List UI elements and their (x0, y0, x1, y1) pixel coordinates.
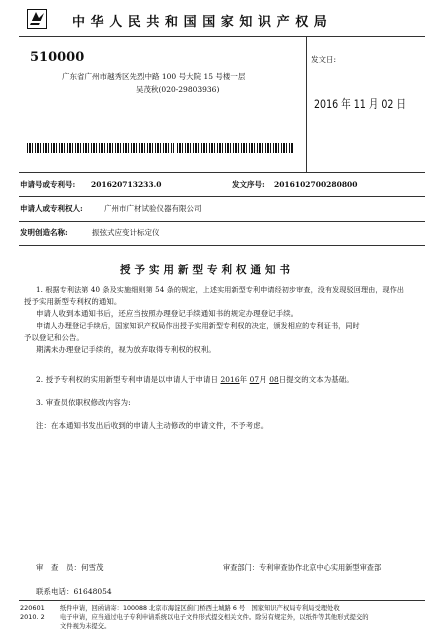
footer-rule (19, 600, 425, 601)
footer-note-line1: 纸件申请，回函请寄：100088 北京市海淀区蓟门桥西土城路 6 号 国家知识产权局专利局受理处收 (60, 605, 340, 612)
notice-title: 授予实用新型专利权通知书 (120, 264, 294, 276)
applicant-name: 广州市广材试验仪器有限公司 (104, 204, 202, 213)
document-barcode (177, 143, 294, 153)
notice-body (24, 284, 424, 356)
notice-p1-line2: 授予实用新型专利权的通知。 (24, 297, 122, 306)
notice-p1-line4: 申请人办理登记手续后，国家知识产权局作出授予实用新型专利权的决定，颁发相应的专利证书，同时 (36, 321, 360, 330)
form-code-1: 220601 (20, 604, 45, 612)
issue-date: 2016 年 11 月 02 日 (314, 97, 406, 112)
notice-p2-prefix: 2. 授予专利权的实用新型专利申请是以申请人于申请日 (36, 375, 218, 384)
examining-department: 审查部门：专利审查协作北京中心实用新型审查部 (223, 563, 382, 572)
year-unit: 年 (239, 375, 248, 384)
invention-title: 振弦式应变计标定仪 (92, 228, 160, 237)
box-rule-3 (19, 221, 425, 222)
box-rule-4 (19, 245, 425, 246)
box-rule-1 (19, 172, 425, 173)
contact-phone: 联系电话：61648054 (36, 587, 112, 596)
invention-label: 发明创造名称: (20, 228, 68, 237)
application-number: 201620713233.0 (91, 180, 162, 189)
postcode: 510000 (30, 50, 85, 65)
notice-p3: 3. 审查员依职权修改内容为: (36, 398, 131, 407)
sipo-logo-icon (27, 9, 47, 29)
notice-note: 注：在本通知书发出后收到的申请人主动修改的申请文件，不予考虑。 (36, 421, 269, 430)
notice-p1-line3: 申请人收到本通知书后，还应当按照办理登记手续通知书的规定办理登记手续。 (36, 309, 299, 318)
notice-p2 (36, 374, 354, 386)
box-rule-2 (19, 196, 425, 197)
application-number-label: 申请号或专利号: (20, 180, 76, 189)
footer-note-line3: 文件视为未提交。 (60, 623, 111, 630)
filing-year: 2016 (220, 375, 240, 384)
footer-note-line2: 电子申请，应当通过电子专利申请系统以电子文件形式提交相关文件。除另有规定外，以纸件等其他形式提交的 (60, 614, 369, 621)
notice-p1-line1: 1. 根据专利法第 40 条及实施细则第 54 条的规定，上述实用新型专利申请经初步审查，没有发现驳回理由，现作出 (36, 285, 405, 294)
notice-p1-line6: 期满未办理登记手续的，视为放弃取得专利权的权利。 (36, 345, 216, 354)
notice-p1-line5: 予以登记和公告。 (24, 333, 84, 342)
postal-barcode (27, 143, 174, 153)
serial-number: 2016102700280800 (274, 180, 358, 189)
date-box-divider (306, 37, 307, 172)
month-unit: 月 (259, 375, 267, 384)
recipient-address: 广东省广州市越秀区先烈中路 100 号大院 15 号楼一层 (62, 72, 246, 81)
form-code-2: 2010. 2 (20, 613, 45, 621)
issue-date-label: 发文日: (311, 55, 337, 64)
examiner: 审 查 员：何雪茂 (36, 563, 104, 572)
applicant-label: 申请人或专利权人: (20, 204, 83, 213)
filing-month: 07 (249, 375, 260, 384)
notice-p2-suffix: 日提交的文本为基础。 (278, 375, 354, 384)
office-title: 中华人民共和国国家知识产权局 (72, 15, 333, 30)
footer-note (60, 604, 430, 631)
recipient-contact: 吴茂秋(020-29803936) (136, 85, 220, 94)
serial-number-label: 发文序号: (232, 180, 265, 189)
filing-day: 08 (269, 375, 279, 384)
header-rule (19, 36, 425, 37)
